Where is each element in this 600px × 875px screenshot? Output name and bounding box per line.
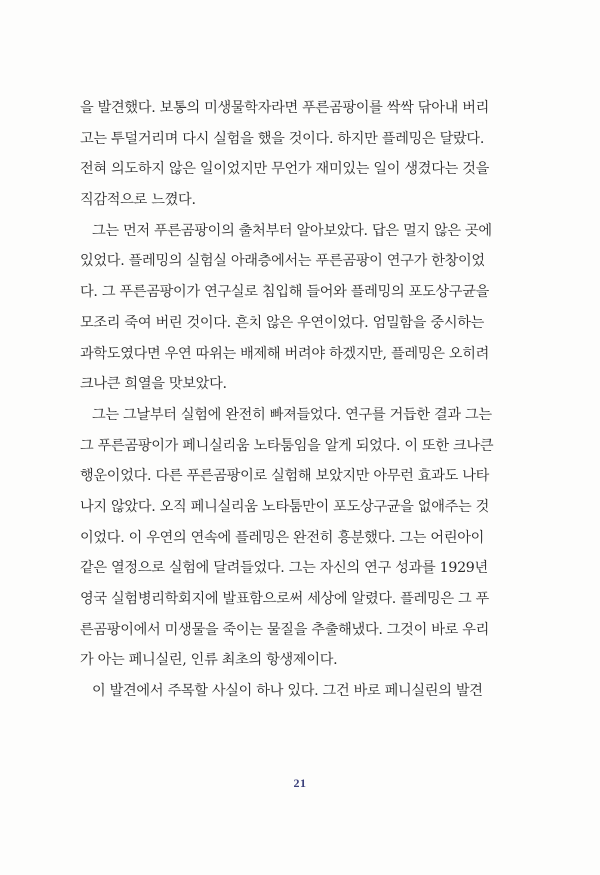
text-line: 과학도였다면 우연 따위는 배제해 버려야 하겠지만, 플레밍은 오히려: [80, 345, 490, 362]
text-line: 다. 그 푸른곰팡이가 연구실로 침입해 들어와 플레밍의 포도상구균을: [80, 284, 490, 301]
text-line: 전혀 의도하지 않은 일이었지만 무언가 재미있는 일이 생겼다는 것을: [80, 161, 490, 178]
text-line: 고는 투덜거리며 다시 실험을 했을 것이다. 하지만 플레밍은 달랐다.: [80, 130, 485, 147]
text-line: 같은 열정으로 실험에 달려들었다. 그는 자신의 연구 성과를 1929년: [80, 560, 488, 577]
text-line: 나지 않았다. 오직 페니실리움 노타툼만이 포도상구균을 없애주는 것: [80, 498, 490, 515]
text-line: 모조리 죽여 버린 것이다. 흔치 않은 우연이었다. 엄밀함을 중시하는: [80, 314, 485, 331]
text-line: 가 아는 페니실린, 인류 최초의 항생제이다.: [80, 652, 338, 669]
text-line: 있었다. 플레밍의 실험실 아래층에서는 푸른곰팡이 연구가 한창이었: [80, 253, 485, 270]
text-line: 을 발견했다. 보통의 미생물학자라면 푸른곰팡이를 싹싹 닦아내 버리: [80, 100, 490, 116]
paragraph-start-line: 그는 그날부터 실험에 완전히 빠져들었다. 연구를 거듭한 결과 그는: [92, 406, 492, 423]
text-line: 크나큰 희열을 맛보았다.: [80, 376, 227, 393]
paragraph-start-line: 그는 먼저 푸른곰팡이의 출처부터 알아보았다. 답은 멀지 않은 곳에: [92, 222, 492, 239]
text-line: 이었다. 이 우연의 연속에 플레밍은 완전히 흥분했다. 그는 어린아이: [80, 529, 485, 546]
text-line: 행운이었다. 다른 푸른곰팡이로 실험해 보았지만 아무런 효과도 나타: [80, 468, 490, 485]
page-number: 21: [293, 776, 307, 790]
text-line: 그 푸른곰팡이가 페니실리움 노타툼임을 알게 되었다. 이 또한 크나큰: [80, 437, 494, 454]
text-line: 른곰팡이에서 미생물을 죽이는 물질을 추출해냈다. 그것이 바로 우리: [80, 621, 490, 638]
text-line: 직감적으로 느꼈다.: [80, 192, 196, 209]
text-line: 영국 실험병리학회지에 발표함으로써 세상에 알렸다. 플레밍은 그 푸: [80, 591, 490, 607]
body-text: [80, 93, 532, 707]
paragraph-start-line: 이 발견에서 주목할 사실이 하나 있다. 그건 바로 페니실린의 발견: [92, 683, 483, 700]
